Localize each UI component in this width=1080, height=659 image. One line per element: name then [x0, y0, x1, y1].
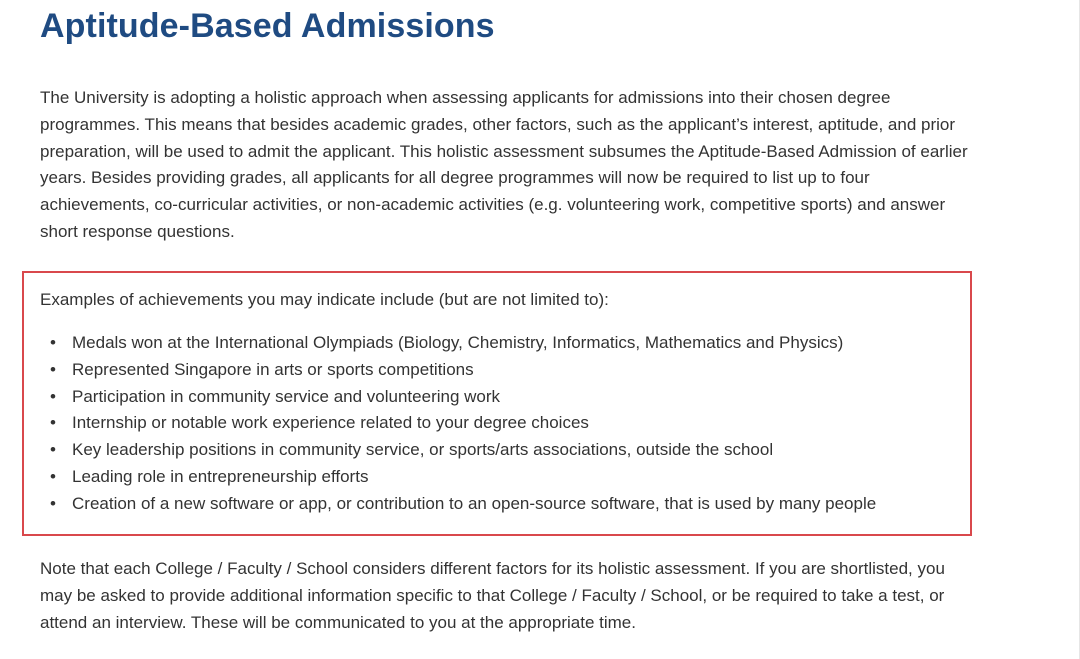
bullet-icon: • [50, 359, 56, 379]
bullet-icon: • [50, 386, 56, 406]
list-item [40, 491, 876, 518]
bullet-icon: • [50, 440, 56, 460]
list-item [40, 357, 876, 384]
list-item-text: Participation in community service and volunteering work [72, 386, 501, 406]
list-item-text: Represented Singapore in arts or sports competitions [72, 359, 474, 379]
note-paragraph: Note that each College / Faculty / School considers different factors for its holistic assessment. If you are shortlisted, you may be asked to provide additional information specific to that College / Faculty / School, or be required to take a test, or attend an interview. These will be communicated to you at the appropriate time. [40, 559, 945, 632]
bullet-icon: • [50, 466, 56, 486]
bullet-icon: • [50, 333, 56, 352]
examples-heading: Examples of achievements you may indicate include (but are not limited to): [40, 290, 609, 309]
list-item-text: Medals won at the International Olympiads (Biology, Chemistry, Informatics, Mathematics and Physics) [72, 333, 844, 352]
bullet-icon: • [50, 413, 56, 433]
page-title: Aptitude-Based Admissions [40, 7, 495, 45]
list-item [40, 464, 876, 491]
list-item-text: Leading role in entrepreneurship efforts [72, 466, 369, 486]
bullet-icon: • [50, 493, 56, 513]
list-item [40, 330, 876, 357]
list-item [40, 410, 876, 437]
intro-paragraph: The University is adopting a holistic approach when assessing applicants for admissions into their chosen degree programmes. This means that besides academic grades, other factors, such as the applicant’s interest, aptitude, and prior preparation, will be used to admit the applicant. This holistic assessment subsumes the Aptitude-Based Admission of earlier years. Besides providing grades, all applicants for all degree programmes will now be required to list up to four achievements, co-curricular activities, or non-academic activities (e.g. volunteering work, competitive sports) and answer short response questions. [40, 88, 968, 241]
list-item [40, 384, 876, 411]
list-item-text: Key leadership positions in community service, or sports/arts associations, outside the school [72, 440, 774, 460]
list-item-text: Internship or notable work experience related to your degree choices [72, 413, 589, 433]
list-item [40, 437, 876, 464]
list-item-text: Creation of a new software or app, or contribution to an open-source software, that is used by many people [72, 493, 877, 513]
achievements-examples-box [22, 271, 972, 536]
achievements-list [40, 330, 876, 518]
